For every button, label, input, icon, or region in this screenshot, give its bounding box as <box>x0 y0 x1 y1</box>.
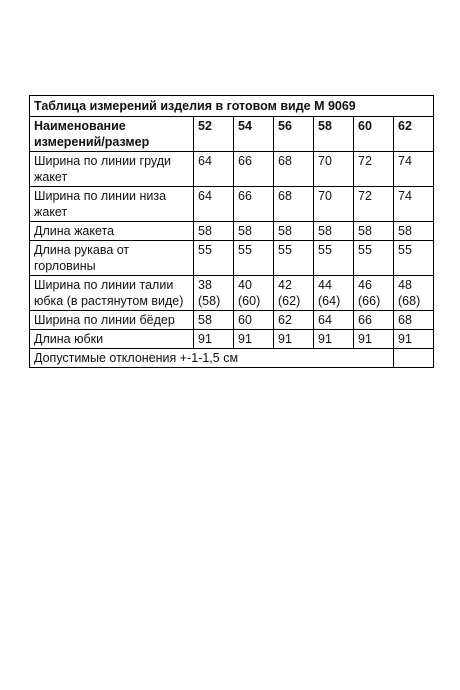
header-label-line1: Наименование <box>34 119 126 133</box>
size-header-52: 52 <box>194 117 234 152</box>
table-cell: 91 <box>354 330 394 349</box>
header-label-cell <box>30 117 194 152</box>
row-label-line2: горловины <box>34 259 96 273</box>
table-cell <box>234 276 274 311</box>
row-label <box>30 276 194 311</box>
row-label <box>30 241 194 276</box>
table-cell <box>194 276 234 311</box>
size-header-54: 54 <box>234 117 274 152</box>
cell-value: 46 <box>358 278 372 292</box>
table-cell: 55 <box>354 241 394 276</box>
size-header-58: 58 <box>314 117 354 152</box>
row-label: Ширина по линии бёдер <box>30 311 194 330</box>
table-cell: 64 <box>314 311 354 330</box>
table-cell: 91 <box>314 330 354 349</box>
measurement-sheet <box>29 95 433 368</box>
table-cell: 60 <box>234 311 274 330</box>
table-cell: 62 <box>274 311 314 330</box>
table-cell <box>394 349 434 368</box>
table-footnote-row <box>30 349 434 368</box>
table-cell: 70 <box>314 152 354 187</box>
table-cell: 66 <box>354 311 394 330</box>
table-row <box>30 276 434 311</box>
row-label-line1: Длина рукава от <box>34 243 130 257</box>
cell-value: 48 <box>398 278 412 292</box>
table-row <box>30 222 434 241</box>
table-cell: 64 <box>194 152 234 187</box>
table-cell: 58 <box>354 222 394 241</box>
table-row <box>30 187 434 222</box>
table-cell <box>394 276 434 311</box>
table-cell: 74 <box>394 152 434 187</box>
cell-value-stretched: (64) <box>318 294 341 308</box>
table-cell: 68 <box>274 187 314 222</box>
table-cell: 68 <box>394 311 434 330</box>
cell-value: 42 <box>278 278 292 292</box>
table-cell: 91 <box>194 330 234 349</box>
cell-value-stretched: (58) <box>198 294 221 308</box>
header-label-line2: измерений/размер <box>34 135 150 149</box>
row-label <box>30 152 194 187</box>
size-header-56: 56 <box>274 117 314 152</box>
cell-value: 44 <box>318 278 332 292</box>
table-cell: 91 <box>234 330 274 349</box>
table-cell: 64 <box>194 187 234 222</box>
table-cell: 55 <box>274 241 314 276</box>
table-cell: 66 <box>234 152 274 187</box>
size-table <box>29 95 434 368</box>
row-label-line1: Ширина по линии низа <box>34 189 167 203</box>
table-row <box>30 330 434 349</box>
cell-value-stretched: (66) <box>358 294 381 308</box>
cell-value: 40 <box>238 278 252 292</box>
table-cell: 58 <box>314 222 354 241</box>
table-cell: 91 <box>274 330 314 349</box>
table-cell: 74 <box>394 187 434 222</box>
tolerance-note: Допустимые отклонения +-1-1,5 см <box>30 349 394 368</box>
table-cell <box>354 276 394 311</box>
table-cell: 58 <box>194 222 234 241</box>
size-header-62: 62 <box>394 117 434 152</box>
table-cell: 68 <box>274 152 314 187</box>
table-cell: 55 <box>234 241 274 276</box>
table-cell <box>274 276 314 311</box>
table-cell: 91 <box>394 330 434 349</box>
cell-value-stretched: (68) <box>398 294 421 308</box>
row-label-line2: жакет <box>34 205 68 219</box>
table-row <box>30 241 434 276</box>
table-row <box>30 152 434 187</box>
table-cell: 58 <box>194 311 234 330</box>
table-cell: 72 <box>354 187 394 222</box>
table-cell: 58 <box>274 222 314 241</box>
table-cell: 55 <box>314 241 354 276</box>
table-title-row <box>30 96 434 117</box>
size-header-60: 60 <box>354 117 394 152</box>
cell-value-stretched: (62) <box>278 294 301 308</box>
cell-value-stretched: (60) <box>238 294 261 308</box>
table-cell: 55 <box>394 241 434 276</box>
row-label-line1: Ширина по линии груди <box>34 154 171 168</box>
cell-value: 38 <box>198 278 212 292</box>
row-label-line2: юбка (в растянутом виде) <box>34 294 184 308</box>
table-header-row <box>30 117 434 152</box>
table-cell: 70 <box>314 187 354 222</box>
row-label: Длина юбки <box>30 330 194 349</box>
table-cell: 66 <box>234 187 274 222</box>
row-label-line1: Ширина по линии талии <box>34 278 174 292</box>
table-cell: 58 <box>394 222 434 241</box>
row-label-line2: жакет <box>34 170 68 184</box>
table-cell: 72 <box>354 152 394 187</box>
table-cell: 58 <box>234 222 274 241</box>
row-label: Длина жакета <box>30 222 194 241</box>
row-label <box>30 187 194 222</box>
table-cell <box>314 276 354 311</box>
table-row <box>30 311 434 330</box>
table-title: Таблица измерений изделия в готовом виде М 9069 <box>30 96 434 117</box>
table-cell: 55 <box>194 241 234 276</box>
